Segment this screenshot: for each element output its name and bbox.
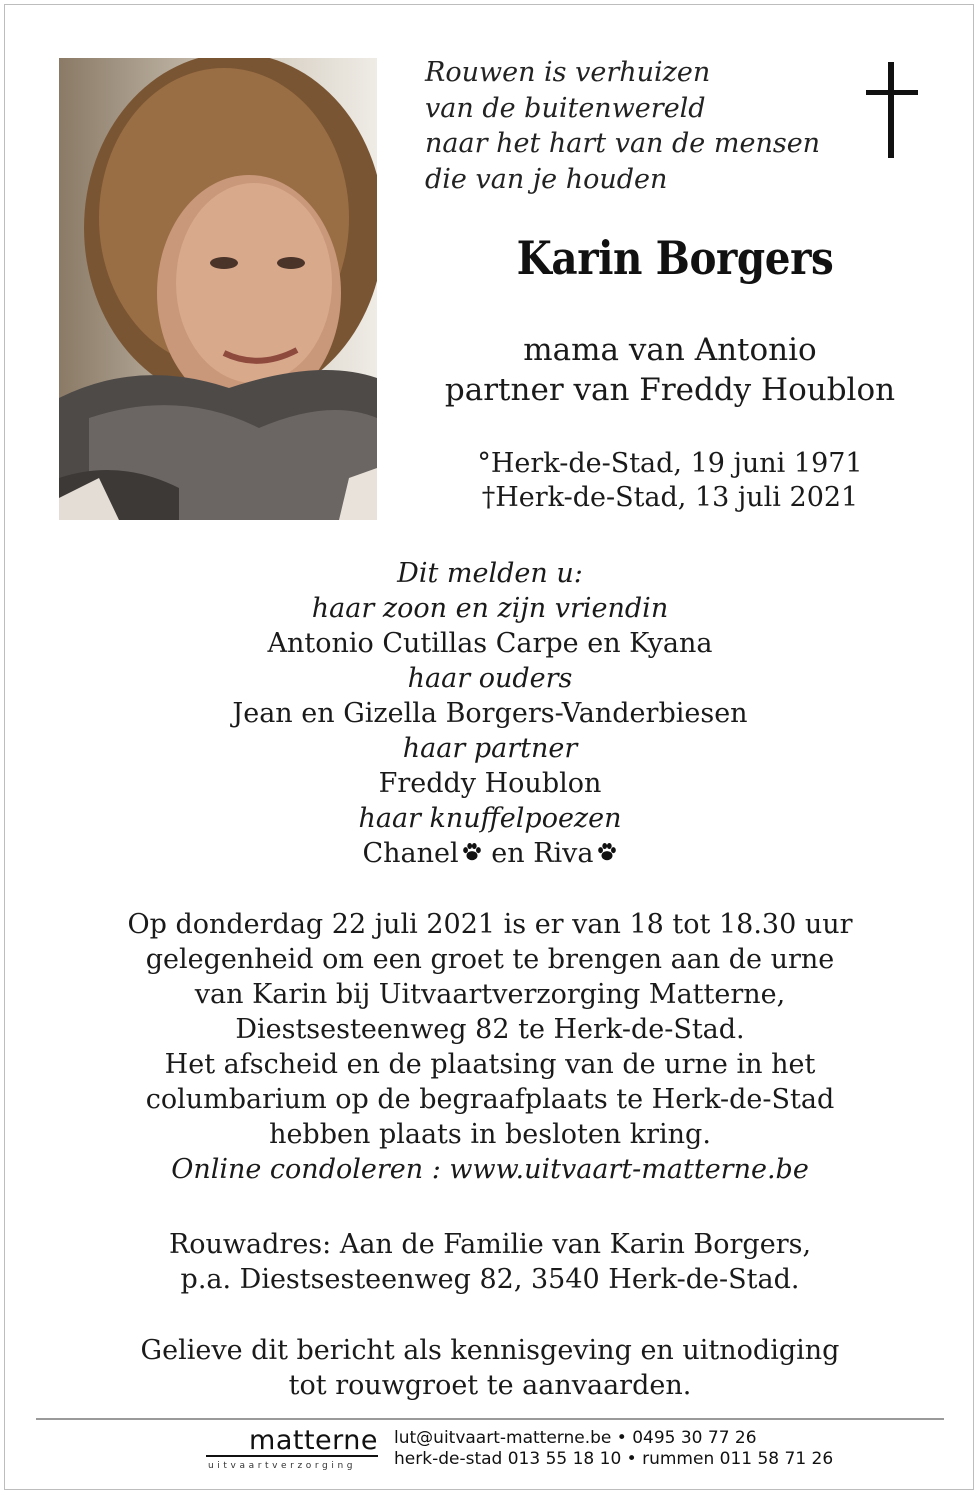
address-line: p.a. Diestsesteenweg 82, 3540 Herk-de-Stad. (180, 1264, 800, 1295)
notice-line: tot rouwgroet te aanvaarden. (288, 1370, 692, 1401)
ceremony-line: Op donderdag 22 juli 2021 is er van 18 tot 18.30 uur (127, 909, 853, 940)
poem (425, 55, 845, 197)
death-date: †Herk-de-Stad, 13 juli 2021 (481, 482, 859, 513)
parents-names: Jean en Gizella Borgers-Vanderbiesen (232, 698, 748, 729)
notice-line: Gelieve dit bericht als kennisgeving en uitnodiging (140, 1335, 840, 1366)
cat-name: Riva (533, 838, 594, 869)
portrait-photo (59, 58, 377, 520)
cat-name: Chanel (362, 838, 459, 869)
cats-label: haar knuffelpoezen (358, 803, 622, 834)
paw-icon (596, 841, 618, 863)
deceased-name: Karin Borgers (516, 231, 834, 285)
partner-name: Freddy Houblon (378, 768, 602, 799)
poem-line: Rouwen is verhuizen (425, 57, 711, 88)
ceremony-line: hebben plaats in besloten kring. (269, 1119, 711, 1150)
ceremony-line: van Karin bij Uitvaartverzorging Matterne, (194, 979, 786, 1010)
birth-date: °Herk-de-Stad, 19 juni 1971 (477, 448, 863, 479)
cross-icon (862, 62, 922, 160)
ceremony-line: gelegenheid om een groet te brengen aan de urne (145, 944, 835, 975)
online-condolence-link[interactable]: Online condoleren : www.uitvaart-matterne.be (171, 1154, 809, 1185)
ceremony-line: Diestsesteenweg 82 te Herk-de-Stad. (235, 1014, 745, 1045)
relation-line: mama van Antonio (523, 332, 817, 368)
contact-info (394, 1428, 833, 1470)
brand-logo (196, 1426, 378, 1476)
poem-line: die van je houden (425, 163, 668, 195)
brand-subtitle: uitvaartverzorging (208, 1461, 357, 1471)
closing-notice (40, 1333, 940, 1403)
partner-label: haar partner (402, 733, 578, 764)
family-announcement (40, 556, 940, 871)
relations (410, 330, 930, 410)
son-names: Antonio Cutillas Carpe en Kyana (267, 628, 713, 659)
life-dates (440, 447, 900, 515)
paw-icon (461, 841, 483, 863)
brand-name: matterne (249, 1425, 378, 1456)
family-intro: Dit melden u: (397, 558, 583, 589)
brand-underline (206, 1455, 378, 1457)
poem-line: naar het hart van de mensen (425, 128, 821, 159)
contact-line[interactable]: lut@uitvaart-matterne.be • 0495 30 77 26 (394, 1428, 757, 1448)
poem-line: van de buitenwereld (425, 92, 706, 124)
ceremony-line: Het afscheid en de plaatsing van de urne in het (164, 1049, 816, 1080)
footer-divider (36, 1418, 944, 1420)
parents-label: haar ouders (407, 663, 573, 694)
cats-names (40, 836, 940, 871)
contact-line: herk-de-stad 013 55 18 10 • rummen 011 58 71 26 (394, 1449, 834, 1469)
relation-line: partner van Freddy Houblon (444, 372, 896, 408)
ceremony-line: columbarium op de begraafplaats te Herk-de-Stad (145, 1084, 835, 1115)
ceremony-info (40, 907, 940, 1187)
address-line: Rouwadres: Aan de Familie van Karin Borgers, (168, 1229, 812, 1260)
son-label: haar zoon en zijn vriendin (311, 593, 669, 624)
mourning-address (40, 1227, 940, 1297)
portrait-image (59, 58, 377, 520)
cats-join: en (482, 838, 534, 869)
